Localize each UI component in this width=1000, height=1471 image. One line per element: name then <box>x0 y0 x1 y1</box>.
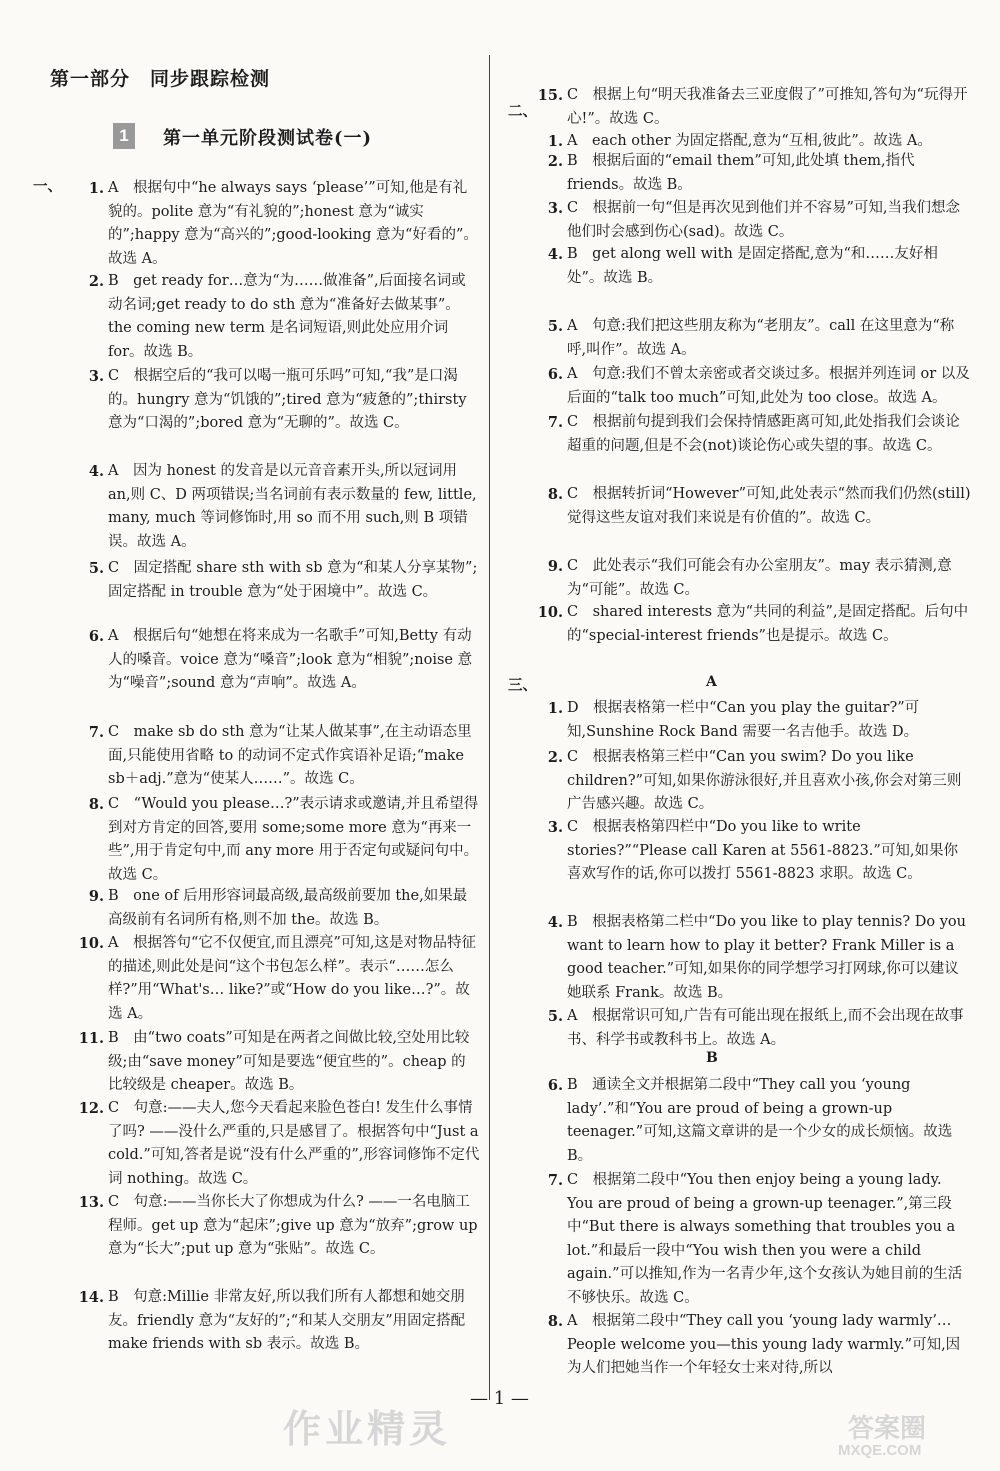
answer-item <box>535 363 971 410</box>
answer-explanation: C 根据表格第三栏中“Can you swim? Do you like children?”可知,如果你游泳很好,并且喜欢小孩,你会对第三则广告感兴趣。故选 C。 <box>567 749 962 813</box>
answer-item <box>535 601 971 648</box>
answer-item <box>535 315 971 362</box>
answer-explanation: B 由“two coats”可知是在两者之间做比较,空处用比较级;由“save money”可知是要选“便宜些的”。cheap 的比较级是 cheaper。故选 B。 <box>108 1030 470 1094</box>
answer-number: 8. <box>88 796 104 813</box>
answer-explanation: C 根据转折词“However”可知,此处表示“然而我们仍然(still)觉得这些友谊对我们来说是有价值的”。故选 C。 <box>567 486 971 526</box>
answer-explanation: A 句意:我们把这些朋友称为“老朋友”。call 在这里意为“称呼,叫作”。故选 A。 <box>567 318 955 358</box>
answer-item <box>78 177 480 271</box>
answer-number: 6. <box>547 1077 563 1094</box>
answer-number: 2. <box>547 153 563 170</box>
answer-explanation: C 句意:——当你长大了你想成为什么? ——一名电脑工程师。get up 意为“起床”;give up 意为“放弃”;grow up 意为“长大”;put up 意为“张贴”。故选 C。 <box>108 1194 478 1258</box>
answer-explanation: B 根据表格第二栏中“Do you like to play tennis? Do you want to learn how to play it better? Frank Miller is a good teacher.”可知,如果你的同学想学习打网球,你可以建议她联系 Frank。故选 B。 <box>567 914 966 1001</box>
answer-number: 1. <box>547 133 563 150</box>
unit-title: 第一单元阶段测试卷(一) <box>163 128 373 149</box>
answer-explanation: C 根据空后的“我可以喝一瓶可乐吗”可知,“我”是口渴的。hungry 意为“饥饿的”;tired 意为“疲惫的”;thirsty 意为“口渴的”;bored 意为“无聊的”。故选 C。 <box>108 368 467 432</box>
answer-number: 5. <box>547 318 563 335</box>
answer-number: 9. <box>547 558 563 575</box>
passage-a-label: A <box>706 674 717 690</box>
answer-item <box>78 1191 480 1262</box>
answer-explanation: A 因为 honest 的发音是以元音音素开头,所以冠词用 an,则 C、D 两项错误;当名词前有表示数量的 few, little, many, much 等词修饰时,用 so 而不用 such,则 B 项错误。故选 A。 <box>108 463 477 550</box>
answer-explanation: C 根据上句“明天我准备去三亚度假了”可推知,答句为“玩得开心!”。故选 C。 <box>567 87 968 127</box>
answer-number: 8. <box>547 486 563 503</box>
answer-item <box>535 483 971 530</box>
answer-item <box>78 1097 480 1191</box>
answer-number: 4. <box>547 246 563 263</box>
answer-item <box>535 746 971 817</box>
answer-explanation: C 根据前一句“但是再次见到他们并不容易”可知,当我们想念他们时会感到伤心(sad)。故选 C。 <box>567 200 961 240</box>
watermark-site: MXQE.COM <box>838 1442 922 1459</box>
answer-explanation: C 句意:——夫人,您今天看起来脸色苍白! 发生什么事情了吗? ——没什么严重的,只是感冒了。根据答句中“Just a cold.”可知,答者是说“没有什么严重的”,形容词修饰不定代词 nothing。故选 C。 <box>108 1100 480 1187</box>
answer-number: 1. <box>547 700 563 717</box>
answer-item <box>535 697 971 744</box>
answer-explanation: B 根据后面的“email them”可知,此处填 them,指代 friends。故选 B。 <box>567 153 915 193</box>
answer-explanation: A 根据答句“它不仅便宜,而且漂亮”可知,这是对物品特征的描述,则此处是问“这个书包怎么样”。表示“……怎么样?”用“What's… like?”或“How do you like…?”。故选 A。 <box>108 935 477 1022</box>
watermark-corner: 答案圈 <box>848 1414 927 1444</box>
passage-b-label: B <box>706 1050 718 1066</box>
answer-number: 7. <box>88 724 104 741</box>
answer-number: 3. <box>547 819 563 836</box>
answer-number: 4. <box>547 914 563 931</box>
answer-number: 11. <box>78 1030 104 1047</box>
answer-item <box>78 460 480 554</box>
answer-explanation: A 根据常识可知,广告有可能出现在报纸上,而不会出现在故事书、科学书或教科书上。故选 A。 <box>567 1008 964 1048</box>
answer-item <box>535 411 971 458</box>
answer-explanation: B get ready for…意为“为……做准备”,后面接名词或动名词;get ready to do sth 意为“准备好去做某事”。the coming new term 是名词短语,则此处应用介词 for。故选 B。 <box>108 273 466 360</box>
answer-item <box>535 816 971 887</box>
answer-explanation: A 根据第二段中“They call you ‘young lady warmly’…People welcome you—this young lady warmly.”可知,因为人们把她当作一个年轻女士来对待,所以 <box>567 1313 961 1377</box>
answer-item <box>535 555 971 602</box>
section-three-label: 三、 <box>508 677 537 694</box>
answer-explanation: C 此处表示“我们可能会有办公室朋友”。may 表示猜测,意为“可能”。故选 C。 <box>567 558 952 598</box>
unit-number-badge: 1 <box>113 123 135 149</box>
section-two-label: 二、 <box>508 103 537 120</box>
answer-number: 13. <box>78 1194 104 1211</box>
answer-number: 7. <box>547 414 563 431</box>
answer-item <box>535 84 971 131</box>
answer-number: 14. <box>78 1289 104 1306</box>
answer-number: 6. <box>88 628 104 645</box>
section-one-label: 一、 <box>33 178 62 195</box>
answer-explanation: C make sb do sth 意为“让某人做某事”,在主动语态里面,只能使用省略 to 的动词不定式作宾语补足语;“make sb＋adj.”意为“使某人……”。故选 C。 <box>108 724 472 788</box>
answer-explanation: C 固定搭配 share sth with sb 意为“和某人分享某物”;固定搭配 in trouble 意为“处于困境中”。故选 C。 <box>108 560 478 600</box>
answer-number: 12. <box>78 1100 104 1117</box>
part-title: 第一部分 同步跟踪检测 <box>50 68 271 90</box>
answer-item <box>78 932 480 1026</box>
answer-number: 9. <box>88 888 104 905</box>
answer-item <box>78 557 480 604</box>
column-divider <box>489 55 490 1400</box>
answer-number: 15. <box>537 87 563 104</box>
answer-item <box>78 625 480 696</box>
answer-explanation: A 根据后句“她想在将来成为一名歌手”可知,Betty 有动人的嗓音。voice 意为“嗓音”;look 意为“相貌”;noise 意为“噪音”;sound 意为“声响”。故选 A。 <box>108 628 473 692</box>
answer-number: 5. <box>547 1008 563 1025</box>
watermark-bottom: 作业精灵 <box>283 1406 452 1451</box>
answer-item <box>78 721 480 792</box>
answer-number: 10. <box>78 935 104 952</box>
answer-number: 6. <box>547 366 563 383</box>
answer-explanation: B get along well with 是固定搭配,意为“和……友好相处”。故选 B。 <box>567 246 938 286</box>
answer-item <box>535 150 971 197</box>
answer-item <box>535 1005 971 1052</box>
answer-number: 3. <box>88 368 104 385</box>
answer-explanation: B 句意:Millie 非常友好,所以我们所有人都想和她交朋友。friendly 意为“友好的”;“和某人交朋友”用固定搭配 make friends with sb 表示。故选 B。 <box>108 1289 466 1353</box>
answer-item <box>78 885 480 932</box>
answer-item <box>535 1310 971 1381</box>
answer-item <box>535 243 971 290</box>
answer-explanation: D 根据表格第一栏中“Can you play the guitar?”可知,Sunshine Rock Band 需要一名吉他手。故选 D。 <box>567 700 920 740</box>
answer-item <box>78 365 480 436</box>
answer-number: 3. <box>547 200 563 217</box>
answer-explanation: C shared interests 意为“共同的利益”,是固定搭配。后句中的“special-interest friends”也是提示。故选 C。 <box>567 604 969 644</box>
answer-item <box>78 1286 480 1357</box>
answer-explanation: B one of 后用形容词最高级,最高级前要加 the,如果最高级前有名词所有格,则不加 the。故选 B。 <box>108 888 468 928</box>
answer-number: 2. <box>88 273 104 290</box>
answer-number: 2. <box>547 749 563 766</box>
answer-item <box>535 1169 971 1311</box>
answer-item <box>535 1074 971 1168</box>
answer-number: 1. <box>88 180 104 197</box>
answer-number: 5. <box>88 560 104 577</box>
answer-number: 8. <box>547 1313 563 1330</box>
answer-number: 10. <box>537 604 563 621</box>
answer-item <box>78 1027 480 1098</box>
answer-number: 4. <box>88 463 104 480</box>
answer-explanation: A 根据句中“he always says ‘please’”可知,他是有礼貌的。polite 意为“有礼貌的”;honest 意为“诚实的”;happy 意为“高兴的”;good-looking 意为“好看的”。故选 A。 <box>108 180 478 267</box>
answer-explanation: B 通读全文并根据第二段中“They call you ‘young lady’.”和“You are proud of being a grown-up teenager.”可知,这篇文章讲的是一个少女的成长烦恼。故选 B。 <box>567 1077 953 1164</box>
answer-item <box>535 911 971 1005</box>
answer-explanation: C 根据表格第四栏中“Do you like to write stories?”“Please call Karen at 5561-8823.”可知,如果你喜欢写作的话,你可以拨打 5561-8823 求职。故选 C。 <box>567 819 958 883</box>
answer-item <box>78 270 480 364</box>
page-number: — 1 — <box>470 1388 529 1409</box>
answer-explanation: A each other 为固定搭配,意为“互相,彼此”。故选 A。 <box>567 133 932 149</box>
answer-explanation: C 根据第二段中“You then enjoy being a young lady. You are proud of being a grown-up teenager.”,第三段中“But there is always something that troubles you a lot.”和最后一段中“You wish then you were a child again.”可以推知,作为一名青少年,这个女孩认为她目前的生活不够快乐。故选 C。 <box>567 1172 963 1306</box>
answer-item <box>78 793 480 887</box>
answer-explanation: C 根据前句提到我们会保持情感距离可知,此处指我们会谈论超重的问题,但是不会(not)谈论伤心或失望的事。故选 C。 <box>567 414 960 454</box>
answer-explanation: C “Would you please…?”表示请求或邀请,并且希望得到对方肯定的回答,要用 some;some more 意为“再来一些”,用于肯定句中,而 any more 用于否定句或疑问句中。故选 C。 <box>108 796 479 883</box>
answer-number: 7. <box>547 1172 563 1189</box>
answer-item <box>535 197 971 244</box>
answer-explanation: A 句意:我们不曾太亲密或者交谈过多。根据并列连词 or 以及后面的“talk too much”可知,此处为 too close。故选 A。 <box>567 366 970 406</box>
